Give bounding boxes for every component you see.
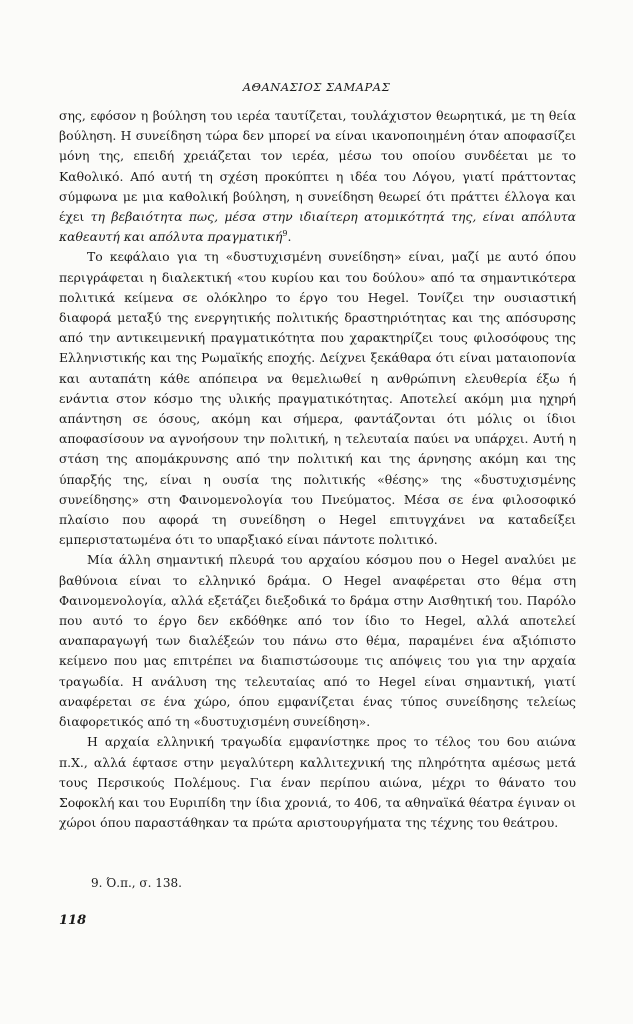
paragraph-1 <box>59 106 576 247</box>
footnote-ref: 9 <box>282 229 288 239</box>
running-head: ΑΘΑΝΑΣΙΟΣ ΣΑΜΑΡΑΣ <box>242 80 391 94</box>
paragraph-1-text: σης, εφόσον η βούληση του ιερέα ταυτίζεται, τουλάχιστον θεωρητικά, με τη θεία βούληση. Η συνείδηση τώρα δεν μπορεί να είναι ικανοποιημένη όταν αποφασίζει μόνη της, επειδή χρειάζεται τον ιερέα, μέσω του οποίου συνδέεται με το Καθολικό. Από αυτή τη σχέση προκύπτει η ιδέα του Λόγου, γιατί πράττοντας σύμφωνα με μια καθολική βούληση, η συνείδηση θεωρεί ότι πράττει έλλογα και έχει <box>59 108 576 225</box>
footnote: 9. Ό.π., σ. 138. <box>91 876 182 890</box>
paragraph-4: Η αρχαία ελληνική τραγωδία εμφανίστηκε προς το τέλος του 6ου αιώνα π.Χ., αλλά έφτασε στην μεγαλύτερη καλλιτεχνική της πληρότητα αμέσως μετά τους Περσικούς Πολέμους. Για έναν περίπου αιώνα, μέχρι το θάνατο του Σοφοκλή και του Ευριπίδη την ίδια χρονιά, το 406, τα αθηναϊκά θέατρα έγιναν οι χώροι όπου παραστάθηκαν τα πρώτα αριστουργήματα της τέχνης του θεάτρου. <box>59 734 576 831</box>
page-number: 118 <box>59 913 87 928</box>
paragraph-3: Μία άλλη σημαντική πλευρά του αρχαίου κόσμου που ο Hegel αναλύει με βαθύνοια είναι το ελληνικό δράμα. Ο Hegel αναφέρεται στο θέμα στη Φαινομενολογία, αλλά εξετάζει διεξοδικά το δράμα στην Αισθητική του. Παρόλο που αυτό το έργο δεν εκδόθηκε από τον ίδιο το Hegel, αλλά αποτελεί αναπαραγωγή των διαλέξεών του πάνω στο θέμα, παραμένει ένα αξιόπιστο κείμενο που μας επιτρέπει να διαπιστώσουμε τις απόψεις του για την αρχαία τραγωδία. Η ανάλυση της τελευταίας από το Hegel είναι σημαντική, γιατί αναφέρεται σε ένα χώρο, όπου εμφανίζεται ένας τύπος συνείδησης τελείως διαφορετικός από τη «δυστυχισμένη συνείδηση». <box>59 552 576 730</box>
paragraph-1-tail: . <box>287 229 292 245</box>
paragraph-2: Το κεφάλαιο για τη «δυστυχισμένη συνείδηση» είναι, μαζί με αυτό όπου περιγράφεται η διαλεκτική «του κυρίου και του δούλου» από τα σημαντικότερα πολιτικά κείμενα σε ολόκληρο το έργο του Hegel. Τονίζει την ουσιαστική διαφορά μεταξύ της ενεργητικής πολιτικής δραστηριότητας και της απόσυρσης από την αντικειμενική πραγματικότητα που χαρακτηρίζει τους φιλοσόφους της Ελληνιστικής και της Ρωμαϊκής εποχής. Δείχνει ξεκάθαρα ότι είναι ματαιοπονία και αυταπάτη κάθε απόπειρα να θεμελιωθεί η ανθρώπινη ελευθερία έξω ή ενάντια στον κόσμο της υλικής πραγματικότητας. Αποτελεί ακόμη μια ηχηρή απάντηση σε όσους, ακόμη και σήμερα, φαντάζονται ότι μόλις οι ίδιοι αποφασίσουν να αγνοήσουν την πολιτική, η τελευταία παύει να υπάρχει. Αυτή η στάση της απομάκρυνσης από την πολιτική και της άρνησης ακόμη και της ύπαρξής της, είναι η ουσία της πολιτικής «θέσης» της «δυστυχισμένης συνείδησης» στη Φαινομενολογία του Πνεύματος. Μέσα σε ένα φιλοσοφικό πλαίσιο που αφορά τη συνείδηση ο Hegel επιτυγχάνει να καταδείξει εμπεριστατωμένα ότι το υπαρξιακό είναι πάντοτε πολιτικό. <box>59 249 576 548</box>
body-text <box>59 106 576 833</box>
emphasized-quote: τη βεβαιότητα πως, μέσα στην ιδιαίτερη ατομικότητά της, είναι απόλυτα καθεαυτή και απόλυτα πραγματική <box>59 209 576 245</box>
